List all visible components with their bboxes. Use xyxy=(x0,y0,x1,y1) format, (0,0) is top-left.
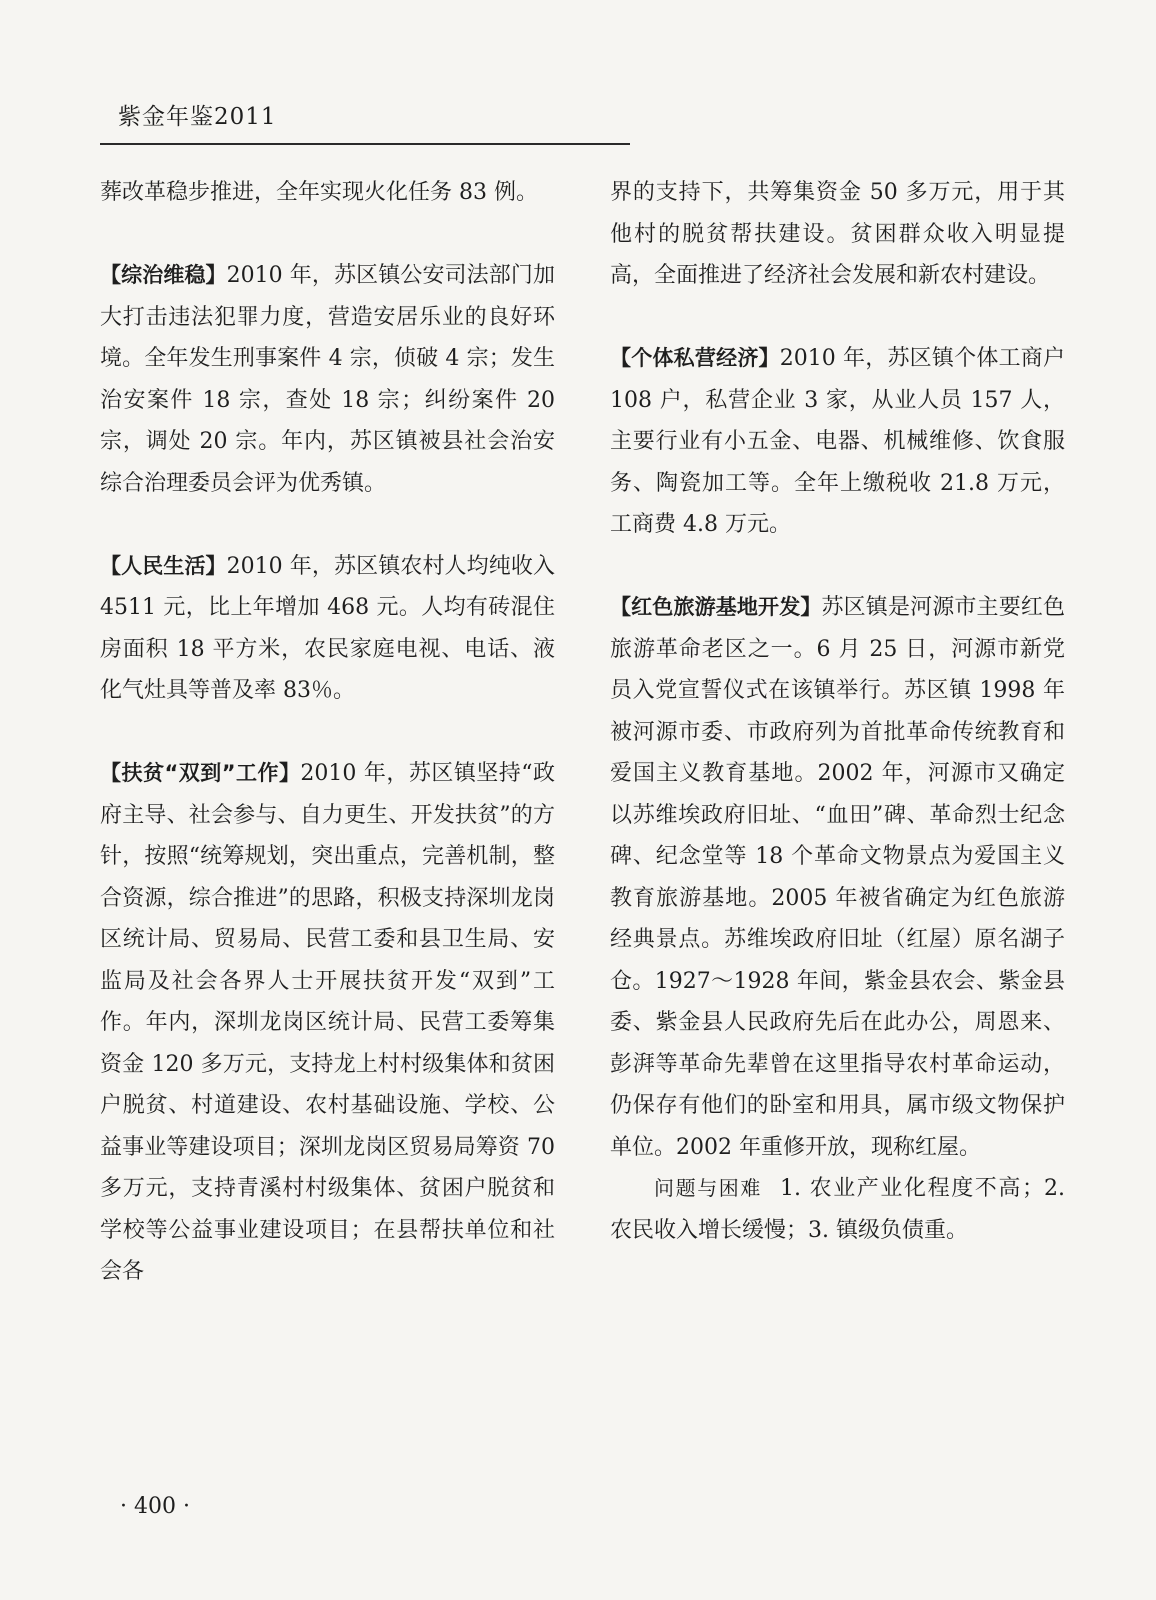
section-title: 【人民生活】 xyxy=(100,553,227,578)
right-column xyxy=(610,172,1065,1251)
left-intro: 葬改革稳步推进，全年实现火化任务 83 例。 xyxy=(100,180,538,205)
right-continuation: 界的支持下，共筹集资金 50 多万元，用于其他村的脱贫帮扶建设。贫困群众收入明显提高，全面推进了经济社会发展和新农村建设。 xyxy=(610,180,1065,288)
left-column xyxy=(100,172,555,1293)
issues-paragraph xyxy=(610,1168,1065,1251)
section-geti xyxy=(610,338,1065,546)
section-body: 2010 年，苏区镇个体工商户 108 户，私营企业 3 家，从业人员 157 人，主要行业有小五金、电器、机械维修、饮食服务、陶瓷加工等。全年上缴税收 21.8 万元，工商费 4.8 万元。 xyxy=(610,346,1066,537)
section-body: 苏区镇是河源市主要红色旅游革命老区之一。6 月 25 日，河源市新党员入党宣誓仪式在该镇举行。苏区镇 1998 年被河源市委、市政府列为首批革命传统教育和爱国主义教育基地。2002 年，河源市又确定以苏维埃政府旧址、“血田”碑、革命烈士纪念碑、纪念堂等 18 个革命文物景点为爱国主义教育旅游基地。2005 年被省确定为红色旅游经典景点。苏维埃政府旧址（红屋）原名湖子仓。1927～1928 年间，紫金县农会、紫金县委、紫金县人民政府先后在此办公，周恩来、彭湃等革命先辈曾在这里指导农村革命运动，仍保存有他们的卧室和用具，属市级文物保护单位。2002 年重修开放，现称红屋。 xyxy=(610,595,1065,1160)
section-zongzhi xyxy=(100,255,555,504)
section-renmin xyxy=(100,546,555,712)
section-title: 【扶贫“双到”工作】 xyxy=(100,761,301,785)
page-number: · 400 · xyxy=(120,1494,190,1519)
section-body: 2010 年，苏区镇公安司法部门加大打击违法犯罪力度，营造安居乐业的良好环境。全年发生刑事案件 4 宗，侦破 4 宗；发生治安案件 18 宗，查处 18 宗；纠纷案件 20 宗，调处 20 宗。年内，苏区镇被县社会治安综合治理委员会评为优秀镇。 xyxy=(100,263,555,496)
section-body: 2010 年，苏区镇农村人均纯收入 4511 元，比上年增加 468 元。人均有砖混住房面积 18 平方米，农民家庭电视、电话、液化气灶具等普及率 83％。 xyxy=(100,553,555,703)
section-fupin xyxy=(100,753,555,1293)
section-title: 【红色旅游基地开发】 xyxy=(610,595,822,619)
issues-label: 问题与困难 xyxy=(654,1176,763,1200)
issues-text: 1. 农业产业化程度不高；2. 农民收入增长缓慢；3. 镇级负债重。 xyxy=(610,1176,1066,1243)
section-title: 【综治维稳】 xyxy=(100,263,227,287)
header-rule xyxy=(100,143,630,145)
running-header: 紫金年鉴2011 xyxy=(118,104,277,130)
section-title: 【个体私营经济】 xyxy=(610,346,780,370)
section-hongse xyxy=(610,587,1065,1168)
section-body: 2010 年，苏区镇坚持“政府主导、社会参与、自力更生、开发扶贫”的方针，按照“统筹规划，突出重点，完善机制，整合资源，综合推进”的思路，积极支持深圳龙岗区统计局、贸易局、民营工委和县卫生局、安监局及社会各界人士开展扶贫开发“双到”工作。年内，深圳龙岗区统计局、民营工委筹集资金 120 多万元，支持龙上村村级集体和贫困户脱贫、村道建设、农村基础设施、学校、公益事业等建设项目；深圳龙岗区贸易局筹资 70 多万元，支持青溪村村级集体、贫困户脱贫和学校等公益事业建设项目；在县帮扶单位和社会各 xyxy=(100,761,555,1284)
